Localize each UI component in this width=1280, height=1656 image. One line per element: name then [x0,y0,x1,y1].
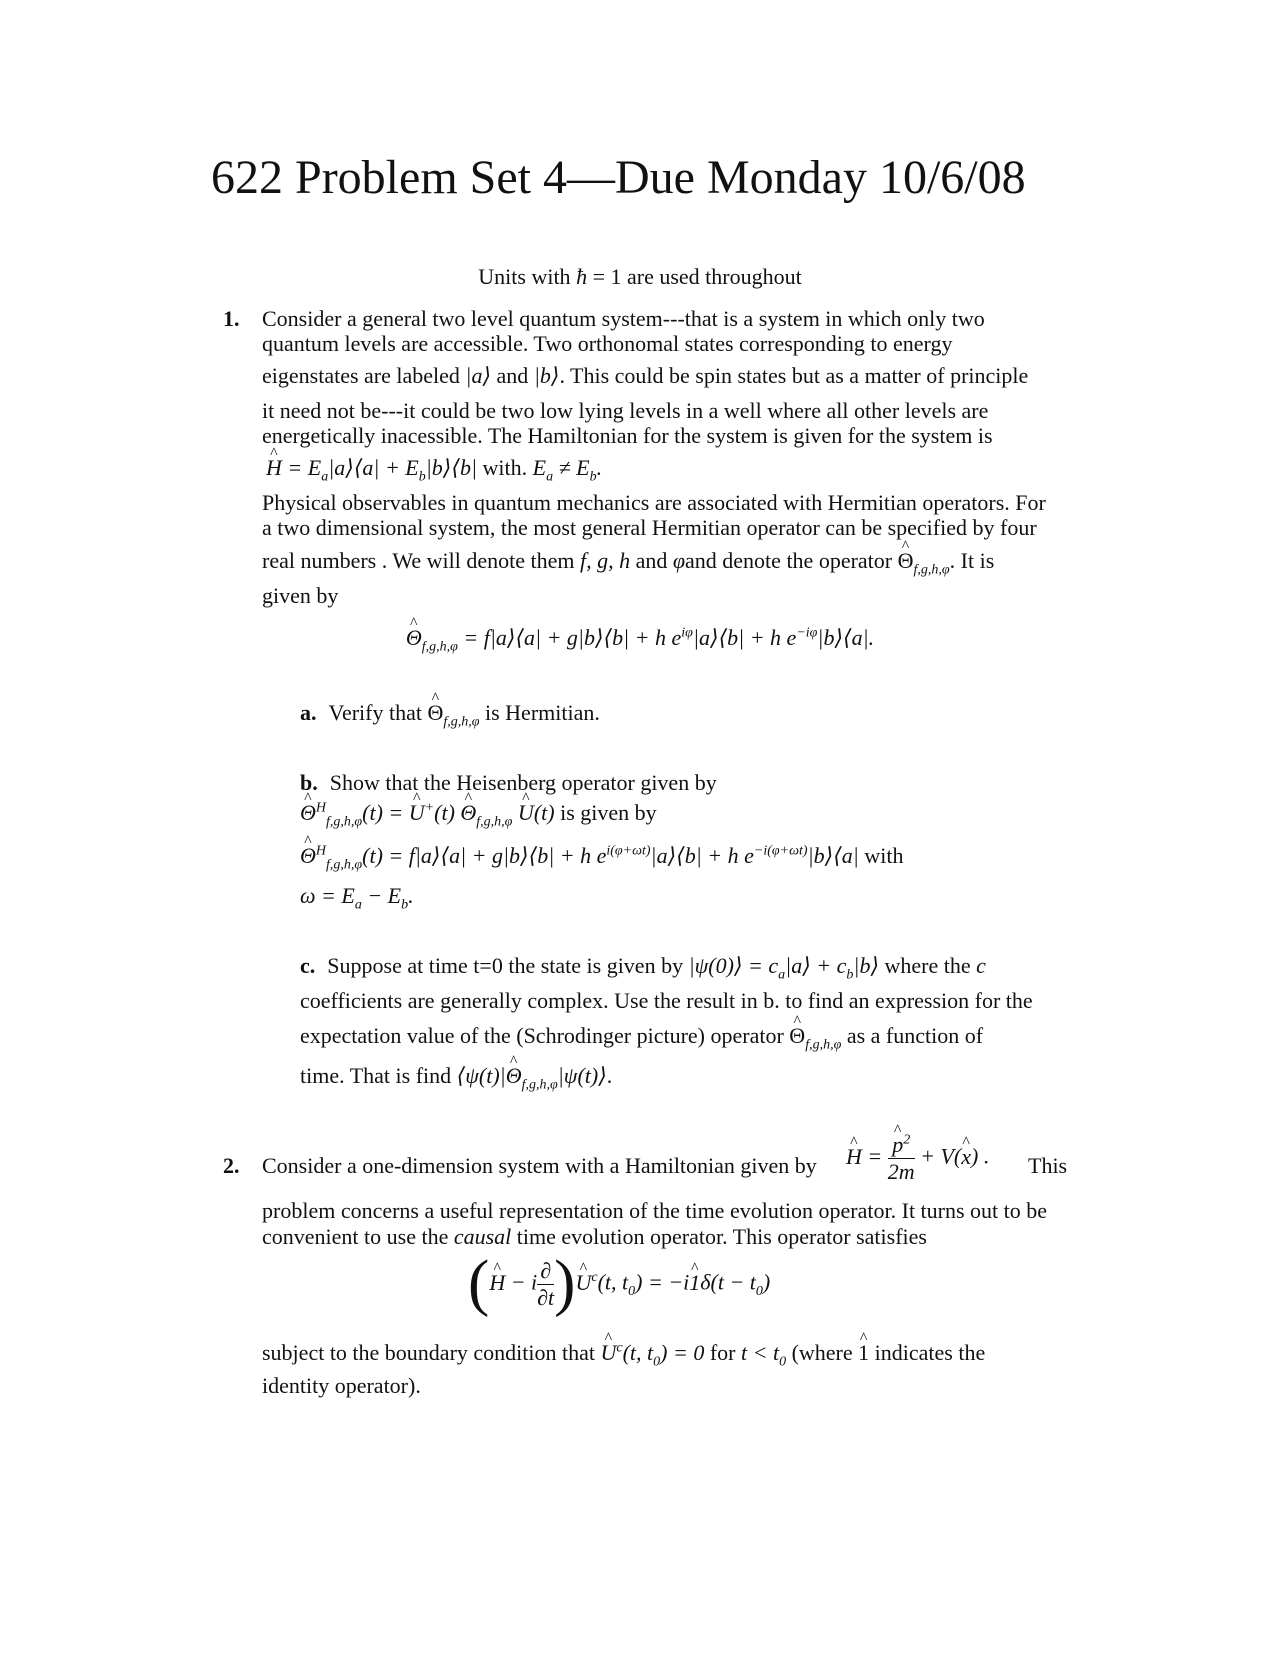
part-c-line-3: expectation value of the (Schrodinger picture) operator ^ $\Theta_{f,g,h,\varphi}$ as a function of [300,1023,983,1049]
p2-line-1: Consider a one-dimension system with a Hamiltonian given by [262,1153,817,1178]
units-note: Units with ħ = 1 are used throughout [478,264,802,289]
omega-definition: $\omega = E_a - E_b$. [300,883,414,913]
p1-line-2: quantum levels are accessible. Two orthonomal states corresponding to energy [262,331,953,356]
part-c-line-2: coefficients are generally complex. Use the result in b. to find an expression for the [300,988,1033,1013]
p1-line-4: it need not be---it could be two low lying levels in a well where all other levels are [262,398,989,423]
part-c-line-4: time. That is find ⟨ψ(t)|^ $\Theta_{f,g,h,\varphi}|\psi(t)⟩$. [300,1063,612,1089]
causal-evolution-equation: (^ H − i $\frac{\partial}{\partial t}$ )^ $U^c(t$, $t_0$) = −i^ $1\delta(t - t_0)$ [468,1258,770,1311]
heisenberg-operator-result: ^ $\Theta^H_{f,g,h,\varphi}(t)$ = f|a⟩⟨a| + g|b⟩⟨b| + h $e^{i(\varphi+\omega t)}|a⟩⟨b| + h$ $e^{-i(\varphi+\omega t)}|b⟩⟨a|$ with [300,843,903,869]
hamiltonian-equation: ^ $H = E_a|a⟩⟨a|$ + $E_b|b⟩⟨b|$ with. $E_a \ne E_b$. [266,455,602,481]
p1-line-10: given by [262,583,339,608]
p2-line-2: problem concerns a useful representation of the time evolution operator. It turns out to be [262,1198,1048,1223]
page-title: 622 Problem Set 4—Due Monday 10/6/08 [211,151,1026,204]
p2-line-1-end: This [1028,1153,1068,1178]
p2-line-3: convenient to use the causal time evolution operator. This operator satisfies [262,1224,927,1249]
part-c-line-1: c. Suppose at time t=0 the state is given by |ψ(0)⟩ = $c_a|a⟩$ + $c_b|b⟩$ where the c [300,953,986,983]
p1-line-3: eigenstates are labeled |a⟩ and |b⟩. This could be spin states but as a matter of principle [262,363,1029,388]
p1-line-9: real numbers . We will denote them f, g, h and φand denote the operator ^ $\Theta_{f,g,h,\varphi}$. It is [262,548,994,574]
p2-hamiltonian: ^ H = ^ $\frac{p^2}{2m}$ + V(^ x) . [846,1132,989,1185]
p1-line-1: Consider a general two level quantum system---that is a system in which only two [262,306,985,331]
p1-line-8: a two dimensional system, the most general Hermitian operator can be specified by four [262,515,1037,540]
heisenberg-operator-definition: ^ $\Theta^H_{f,g,h,\varphi}(t)$ = ^ U+(t) ^ $\Theta_{f,g,h,\varphi}$ ^ U(t) is given by [300,800,657,826]
p2-line-4: subject to the boundary condition that ^ $U^c(t$, $t_0) = 0$ for $t < t_0$ (where ^ 1 indicates the [262,1340,985,1366]
part-b: b. Show that the Heisenberg operator given by [300,770,717,795]
part-a: a. Verify that ^ $\Theta_{f,g,h,\varphi}$ is Hermitian. [300,700,600,726]
p2-line-5: identity operator). [262,1373,421,1398]
problem-1-number: 1. [223,306,240,331]
problem-2-number: 2. [223,1153,240,1178]
theta-operator-equation: ^ $\Theta_{f,g,h,\varphi}$ = f|a⟩⟨a| + g|b⟩⟨b| + h $e^{i\varphi}|a⟩⟨b| + h$ $e^{-i\varphi}|b⟩⟨a|$. [0,625,1280,651]
p1-line-7: Physical observables in quantum mechanics are associated with Hermitian operators. For [262,490,1046,515]
p1-line-5: energetically inacessible. The Hamiltonian for the system is given for the system is [262,423,993,448]
